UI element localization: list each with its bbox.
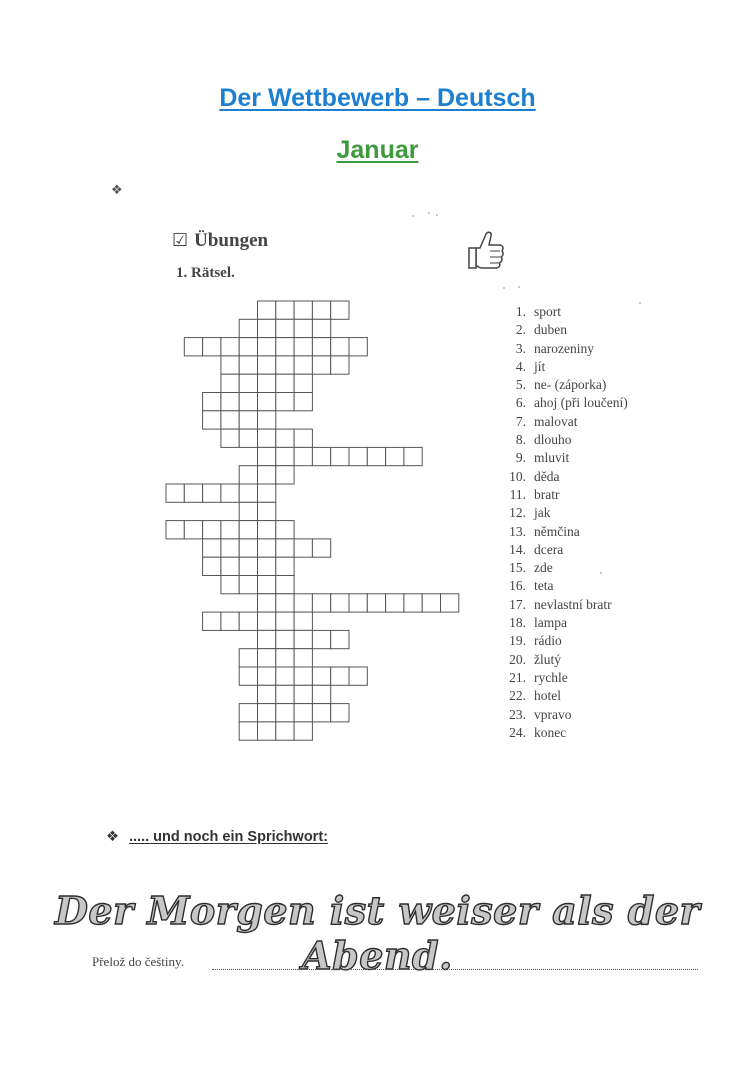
crossword-cell[interactable]	[166, 484, 184, 502]
crossword-cell[interactable]	[258, 722, 276, 740]
crossword-cell[interactable]	[276, 704, 294, 722]
crossword-cell[interactable]	[203, 539, 221, 557]
crossword-cell[interactable]	[331, 704, 349, 722]
clue-number: 22.	[509, 688, 526, 704]
crossword-cell[interactable]	[239, 502, 257, 520]
crossword-cell[interactable]	[239, 319, 257, 337]
clue-text: rádio	[534, 633, 562, 649]
crossword-cell[interactable]	[276, 649, 294, 667]
crossword-cell[interactable]	[184, 338, 202, 356]
crossword-row	[221, 576, 294, 594]
clue-number: 15.	[509, 560, 526, 576]
clue-text: sport	[534, 304, 561, 319]
crossword-cell[interactable]	[276, 612, 294, 630]
crossword-cell[interactable]	[276, 374, 294, 392]
clue-item	[498, 449, 628, 467]
crossword-cell[interactable]	[258, 612, 276, 630]
crossword-cell[interactable]	[331, 594, 349, 612]
crossword-cell[interactable]	[331, 447, 349, 465]
crossword-cell[interactable]	[221, 612, 239, 630]
crossword-row	[203, 539, 331, 557]
crossword-cell[interactable]	[239, 667, 257, 685]
crossword-cell[interactable]	[203, 612, 221, 630]
clue-text: malovat	[534, 413, 578, 429]
crossword-cell[interactable]	[294, 338, 312, 356]
crossword-cell[interactable]	[203, 411, 221, 429]
clue-text: teta	[534, 578, 554, 594]
crossword-cell[interactable]	[258, 502, 276, 520]
crossword-cell[interactable]	[294, 667, 312, 685]
crossword-cell[interactable]	[294, 429, 312, 447]
clue-item	[498, 468, 628, 486]
clue-text: lampa	[534, 615, 567, 631]
clue-item	[498, 394, 628, 412]
clue-item	[498, 596, 628, 614]
crossword-cell[interactable]	[166, 521, 184, 539]
crossword-cell[interactable]	[258, 685, 276, 703]
crossword-cell[interactable]	[221, 557, 239, 575]
crossword-cell[interactable]	[276, 630, 294, 648]
crossword-cell[interactable]	[276, 539, 294, 557]
crossword-cell[interactable]	[294, 393, 312, 411]
crossword-cell[interactable]	[404, 447, 422, 465]
clue-text: bratr	[534, 486, 560, 502]
clue-text: vpravo	[534, 706, 572, 722]
crossword-cell[interactable]	[258, 356, 276, 374]
crossword-cell[interactable]	[184, 484, 202, 502]
scan-speck	[428, 212, 430, 214]
exercises-heading: ☑ Übungen	[172, 230, 269, 251]
crossword-cell[interactable]	[386, 594, 404, 612]
crossword-row	[239, 319, 330, 337]
crossword-cell[interactable]	[221, 338, 239, 356]
proverb-fraktur: Der Morgen ist weiser als der Abend.	[54, 888, 701, 978]
clue-text: zde	[534, 560, 553, 576]
clue-number: 12.	[509, 505, 526, 521]
crossword-cell[interactable]	[221, 356, 239, 374]
crossword-cell[interactable]	[294, 539, 312, 557]
crossword-row	[221, 374, 313, 392]
crossword-cell[interactable]	[239, 484, 257, 502]
crossword-cell[interactable]	[239, 466, 257, 484]
crossword-cell[interactable]	[331, 630, 349, 648]
crossword-cell[interactable]	[312, 704, 330, 722]
clue-text: žlutý	[534, 651, 561, 667]
crossword-cell[interactable]	[312, 594, 330, 612]
crossword-cell[interactable]	[312, 301, 330, 319]
clue-item	[498, 358, 628, 376]
crossword-cell[interactable]	[258, 393, 276, 411]
crossword-cell[interactable]	[221, 576, 239, 594]
crossword-cell[interactable]	[404, 594, 422, 612]
clue-text: ahoj (při loučení)	[534, 395, 628, 411]
clue-number: 4.	[515, 358, 526, 374]
scan-speck	[503, 287, 505, 289]
clue-item	[498, 632, 628, 650]
crossword-cell[interactable]	[203, 484, 221, 502]
crossword-row	[166, 484, 276, 502]
clue-text: nevlastní bratr	[534, 596, 612, 612]
clue-number: 3.	[515, 340, 526, 356]
clue-item	[498, 687, 628, 705]
clue-item	[498, 614, 628, 632]
crossword-row	[203, 557, 294, 575]
clue-number: 1.	[515, 304, 526, 319]
crossword-cell[interactable]	[312, 630, 330, 648]
clue-number: 2.	[515, 322, 526, 338]
crossword-cell[interactable]	[239, 539, 257, 557]
crossword-cell[interactable]	[367, 594, 385, 612]
crossword-cell[interactable]	[258, 594, 276, 612]
clue-number: 11.	[509, 486, 526, 502]
crossword-cell[interactable]	[221, 484, 239, 502]
clue-text: mluvit	[534, 450, 570, 466]
crossword-cell[interactable]	[312, 447, 330, 465]
crossword-cell[interactable]	[258, 557, 276, 575]
crossword-cell[interactable]	[276, 685, 294, 703]
thumbs-up-icon	[466, 228, 506, 272]
crossword-row	[221, 356, 349, 374]
crossword-cell[interactable]	[312, 338, 330, 356]
crossword-row	[239, 667, 367, 685]
crossword-cell[interactable]	[331, 301, 349, 319]
clue-text: duben	[534, 322, 567, 338]
crossword-cell[interactable]	[258, 429, 276, 447]
crossword-cell[interactable]	[331, 338, 349, 356]
crossword-cell[interactable]	[276, 594, 294, 612]
crossword-row	[239, 466, 294, 484]
crossword-cell[interactable]	[239, 521, 257, 539]
clue-text: jak	[534, 505, 551, 521]
crossword-cell[interactable]	[276, 338, 294, 356]
clue-number: 24.	[509, 724, 526, 740]
crossword-row	[166, 521, 294, 539]
crossword-cell[interactable]	[276, 447, 294, 465]
crossword-cell[interactable]	[294, 612, 312, 630]
diamond-bullet-icon: ❖	[106, 829, 119, 845]
crossword-cell[interactable]	[258, 411, 276, 429]
clue-item	[498, 724, 628, 742]
clue-number: 9.	[515, 450, 526, 466]
crossword-row	[239, 649, 312, 667]
clue-number: 19.	[509, 633, 526, 649]
crossword-cell[interactable]	[276, 393, 294, 411]
crossword-cell[interactable]	[331, 356, 349, 374]
crossword-cell[interactable]	[276, 667, 294, 685]
crossword-row	[203, 411, 276, 429]
clue-number: 14.	[509, 541, 526, 557]
crossword-cell[interactable]	[294, 594, 312, 612]
crossword-cell[interactable]	[239, 612, 257, 630]
crossword-cell[interactable]	[221, 411, 239, 429]
clue-number: 23.	[509, 706, 526, 722]
crossword-row	[258, 685, 331, 703]
crossword-cell[interactable]	[294, 722, 312, 740]
crossword-cell[interactable]	[422, 594, 440, 612]
crossword-cell[interactable]	[294, 704, 312, 722]
crossword-cell[interactable]	[258, 319, 276, 337]
crossword-cell[interactable]	[239, 338, 257, 356]
clue-number: 20.	[509, 651, 526, 667]
clue-item	[498, 413, 628, 431]
crossword-cell[interactable]	[276, 576, 294, 594]
crossword-cell[interactable]	[221, 429, 239, 447]
clue-number: 7.	[515, 413, 526, 429]
crossword-cell[interactable]	[312, 667, 330, 685]
crossword-cell[interactable]	[294, 685, 312, 703]
crossword-cell[interactable]	[294, 374, 312, 392]
crossword-cell[interactable]	[258, 667, 276, 685]
crossword-cell[interactable]	[203, 557, 221, 575]
crossword-cell[interactable]	[239, 576, 257, 594]
crossword-cell[interactable]	[312, 356, 330, 374]
crossword-cell[interactable]	[239, 374, 257, 392]
crossword-row	[221, 429, 313, 447]
translate-label: Přelož do češtiny.	[92, 954, 184, 969]
clue-number: 5.	[515, 377, 526, 393]
clue-item	[498, 669, 628, 687]
crossword-cell[interactable]	[294, 649, 312, 667]
crossword-cell[interactable]	[294, 447, 312, 465]
crossword-cell[interactable]	[203, 521, 221, 539]
scan-speck	[412, 215, 414, 217]
clue-text: rychle	[534, 669, 568, 685]
crossword-row	[239, 502, 276, 520]
crossword-cell[interactable]	[203, 393, 221, 411]
clue-item	[498, 431, 628, 449]
puzzle-label: 1. Rätsel.	[176, 265, 235, 281]
crossword-cell[interactable]	[221, 374, 239, 392]
clue-text: ne- (záporka)	[534, 377, 607, 393]
clue-item	[498, 303, 628, 321]
clue-number: 21.	[509, 669, 526, 685]
crossword-cell[interactable]	[239, 429, 257, 447]
crossword-cell[interactable]	[239, 393, 257, 411]
clue-item	[498, 504, 628, 522]
crossword-cell[interactable]	[294, 319, 312, 337]
clue-number: 8.	[515, 432, 526, 448]
clue-list	[498, 303, 628, 742]
crossword-cell[interactable]	[294, 301, 312, 319]
crossword-cell[interactable]	[221, 393, 239, 411]
crossword-cell[interactable]	[258, 521, 276, 539]
crossword-cell[interactable]	[239, 722, 257, 740]
crossword-cell[interactable]	[258, 447, 276, 465]
clue-item	[498, 486, 628, 504]
clue-number: 13.	[509, 523, 526, 539]
crossword-row	[203, 612, 313, 630]
crossword-cell[interactable]	[276, 319, 294, 337]
crossword-row	[184, 338, 367, 356]
crossword-cell[interactable]	[258, 630, 276, 648]
crossword-cell[interactable]	[239, 649, 257, 667]
clue-text: hotel	[534, 688, 561, 704]
clue-text: dcera	[534, 541, 564, 557]
crossword-row	[239, 722, 312, 740]
diamond-bullet-icon: ❖	[111, 183, 123, 198]
clue-item	[498, 706, 628, 724]
crossword-cell[interactable]	[349, 667, 367, 685]
crossword-cell[interactable]	[184, 521, 202, 539]
crossword-cell[interactable]	[276, 429, 294, 447]
page-title: Der Wettbewerb – Deutsch	[219, 84, 536, 112]
crossword-cell[interactable]	[258, 539, 276, 557]
crossword-cell[interactable]	[276, 722, 294, 740]
crossword-cell[interactable]	[331, 667, 349, 685]
scan-speck	[600, 572, 602, 574]
crossword-cell[interactable]	[239, 411, 257, 429]
crossword-cell[interactable]	[276, 466, 294, 484]
crossword-row	[258, 447, 423, 465]
crossword-cell[interactable]	[441, 594, 459, 612]
crossword-row	[258, 301, 350, 319]
translation-answer-line[interactable]	[212, 957, 698, 970]
clue-number: 16.	[509, 578, 526, 594]
clue-text: dlouho	[534, 432, 572, 448]
month-title: Januar	[336, 136, 419, 164]
crossword-cell[interactable]	[312, 685, 330, 703]
clue-item	[498, 523, 628, 541]
scan-speck	[518, 286, 520, 288]
clue-number: 18.	[509, 615, 526, 631]
crossword-cell[interactable]	[258, 466, 276, 484]
crossword-cell[interactable]	[203, 338, 221, 356]
crossword-row	[239, 704, 349, 722]
crossword-cell[interactable]	[258, 338, 276, 356]
crossword-cell[interactable]	[276, 521, 294, 539]
proverb-intro: ❖ ..... und noch ein Sprichwort:	[106, 829, 328, 845]
crossword-cell[interactable]	[258, 649, 276, 667]
clue-item	[498, 651, 628, 669]
clue-number: 17.	[509, 596, 526, 612]
clue-item	[498, 376, 628, 394]
crossword-cell[interactable]	[294, 356, 312, 374]
scan-speck	[436, 214, 438, 216]
crossword-cell[interactable]	[258, 576, 276, 594]
scan-speck	[639, 302, 641, 304]
clue-number: 10.	[509, 468, 526, 484]
crossword-cell[interactable]	[386, 447, 404, 465]
crossword-row	[203, 393, 313, 411]
checkbox-icon: ☑	[172, 230, 189, 251]
crossword-cell[interactable]	[349, 594, 367, 612]
crossword-cell[interactable]	[239, 356, 257, 374]
crossword-cell[interactable]	[221, 539, 239, 557]
crossword-cell[interactable]	[349, 338, 367, 356]
crossword-cell[interactable]	[258, 301, 276, 319]
crossword-cell[interactable]	[312, 319, 330, 337]
crossword-cell[interactable]	[239, 704, 257, 722]
crossword-cell[interactable]	[367, 447, 385, 465]
crossword-cell[interactable]	[294, 630, 312, 648]
crossword-row	[258, 630, 350, 648]
clue-item	[498, 321, 628, 339]
crossword-cell[interactable]	[239, 557, 257, 575]
crossword-cell[interactable]	[312, 539, 330, 557]
clue-text: němčina	[534, 523, 580, 539]
clue-text: děda	[534, 468, 560, 484]
clue-text: jít	[534, 358, 546, 374]
clue-text: konec	[534, 724, 567, 740]
crossword-cell[interactable]	[349, 447, 367, 465]
crossword-cell[interactable]	[258, 704, 276, 722]
crossword-cell[interactable]	[276, 557, 294, 575]
clue-item	[498, 541, 628, 559]
crossword-cell[interactable]	[221, 521, 239, 539]
clue-item	[498, 559, 628, 577]
crossword-cell[interactable]	[258, 484, 276, 502]
crossword-cell[interactable]	[258, 374, 276, 392]
clue-item	[498, 340, 628, 358]
crossword-row	[258, 594, 459, 612]
crossword-cell[interactable]	[276, 356, 294, 374]
clue-number: 6.	[515, 395, 526, 411]
clue-text: narozeniny	[534, 340, 594, 356]
clue-item	[498, 577, 628, 595]
crossword-cell[interactable]	[276, 301, 294, 319]
